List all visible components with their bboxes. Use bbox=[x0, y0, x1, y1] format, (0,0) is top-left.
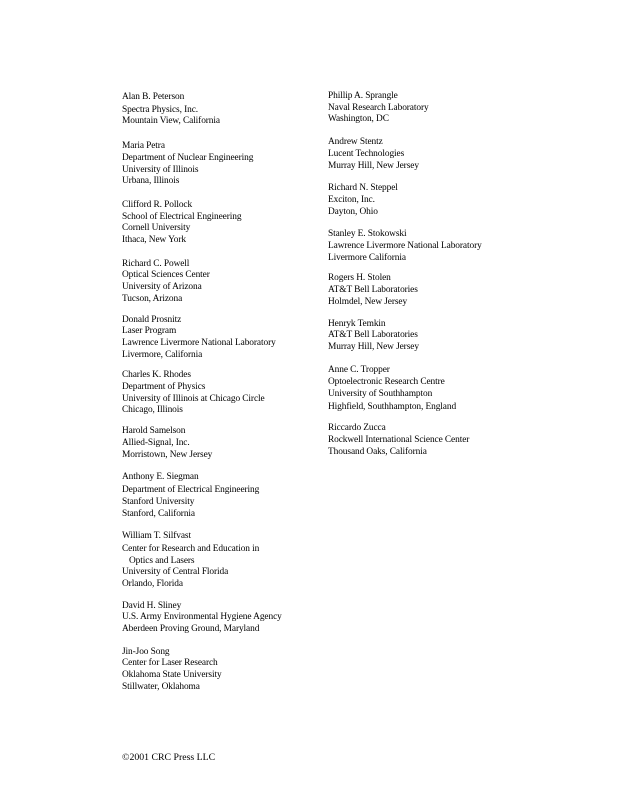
contributor-name: Andrew Stentz bbox=[328, 137, 383, 148]
contributor-entry bbox=[328, 365, 608, 414]
contributor-affiliation: Optical Sciences Center bbox=[122, 270, 210, 281]
contributor-name: Harold Samelson bbox=[122, 426, 186, 437]
contributor-affiliation: Optoelectronic Research Centre bbox=[328, 377, 445, 388]
contributor-affiliation: University of Illinois at Chicago Circle bbox=[122, 393, 265, 404]
contributor-affiliation: Lucent Technologies bbox=[328, 148, 405, 159]
right-contributor-column bbox=[328, 91, 608, 459]
contributor-location: Stanford, California bbox=[122, 509, 195, 520]
contributor-affiliation: Cornell University bbox=[122, 223, 191, 234]
contributor-location: Holmdel, New Jersey bbox=[328, 296, 408, 307]
contributor-location: Urbana, Illinois bbox=[122, 176, 180, 187]
contributor-entry bbox=[328, 319, 608, 354]
contributor-entry bbox=[328, 137, 608, 172]
contributor-affiliation: U.S. Army Environmental Hygiene Agency bbox=[122, 612, 282, 623]
contributor-entry bbox=[122, 92, 317, 128]
contributor-entry bbox=[122, 426, 317, 461]
contributor-affiliation: Optics and Lasers bbox=[129, 555, 195, 566]
contributor-name: Riccardo Zucca bbox=[328, 423, 386, 434]
contributor-entry bbox=[122, 370, 317, 417]
contributor-entry bbox=[122, 601, 317, 636]
contributor-location: Dayton, Ohio bbox=[328, 206, 378, 217]
contributor-affiliation: Spectra Physics, Inc. bbox=[122, 104, 199, 115]
contributor-entry bbox=[122, 141, 317, 188]
contributor-affiliation: University of Arizona bbox=[122, 282, 202, 293]
contributor-affiliation: Oklahoma State University bbox=[122, 670, 222, 681]
contributor-name: Richard C. Powell bbox=[122, 258, 190, 269]
contributor-affiliation: Lawrence Livermore National Laboratory bbox=[328, 241, 482, 252]
contributor-location: Livermore, California bbox=[122, 349, 203, 360]
contributor-location: Chicago, Illinois bbox=[122, 405, 183, 416]
contributor-name: Anne C. Tropper bbox=[328, 364, 390, 375]
contributor-entry bbox=[122, 259, 317, 306]
contributor-affiliation: University of Illinois bbox=[122, 164, 199, 175]
contributor-location: Morristown, New Jersey bbox=[122, 449, 213, 460]
contributor-name: Clifford R. Pollock bbox=[122, 199, 193, 210]
contributor-name: William T. Silfvast bbox=[122, 531, 191, 542]
contributor-location: Tucson, Arizona bbox=[122, 293, 183, 304]
contributor-name: Henryk Temkin bbox=[328, 318, 386, 329]
contributor-entry bbox=[122, 315, 317, 362]
contributor-affiliation: Center for Research and Education in bbox=[122, 543, 260, 554]
contributor-location: Livermore California bbox=[328, 252, 406, 263]
contributor-affiliation: Stanford University bbox=[122, 496, 195, 507]
contributor-affiliation: Department of Electrical Engineering bbox=[122, 484, 260, 495]
contributor-entry bbox=[328, 423, 608, 458]
contributor-affiliation: University of Southhampton bbox=[328, 389, 433, 400]
contributor-location: Mountain View, California bbox=[122, 116, 220, 127]
contributor-entry bbox=[122, 531, 317, 591]
contributor-name: Alan B. Peterson bbox=[122, 92, 185, 102]
contributor-location: Thousand Oaks, California bbox=[328, 446, 427, 457]
contributor-name: Stanley E. Stokowski bbox=[328, 229, 407, 240]
contributor-name: Donald Prosnitz bbox=[122, 314, 182, 325]
contributor-location: Washington, DC bbox=[328, 114, 389, 125]
contributor-entry bbox=[328, 91, 608, 126]
contributor-name: Charles K. Rhodes bbox=[122, 370, 191, 381]
contributor-location: Ithaca, New York bbox=[122, 235, 187, 246]
contributor-affiliation: Department of Physics bbox=[122, 382, 206, 393]
contributor-location: Aberdeen Proving Ground, Maryland bbox=[122, 624, 260, 635]
contributor-entry bbox=[328, 273, 608, 308]
contributor-name: David H. Sliney bbox=[122, 600, 182, 611]
contributor-location: Highfield, Southhampton, England bbox=[328, 401, 457, 412]
contributor-location: Murray Hill, New Jersey bbox=[328, 341, 419, 352]
contributor-affiliation: Naval Research Laboratory bbox=[328, 102, 429, 113]
contributor-name: Phillip A. Sprangle bbox=[328, 91, 398, 101]
contributor-name: Rogers H. Stolen bbox=[328, 273, 391, 284]
contributor-entry bbox=[328, 229, 608, 264]
contributor-location: Orlando, Florida bbox=[122, 578, 183, 589]
contributor-entry bbox=[122, 647, 317, 694]
contributor-location: Murray Hill, New Jersey bbox=[328, 160, 419, 171]
left-contributor-column bbox=[122, 92, 317, 694]
contributor-affiliation: Exciton, Inc. bbox=[328, 194, 375, 205]
contributor-entry bbox=[122, 472, 317, 521]
contributor-affiliation: Department of Nuclear Engineering bbox=[122, 152, 254, 163]
contributor-affiliation: Center for Laser Research bbox=[122, 658, 218, 669]
contributor-affiliation: AT&T Bell Laboratories bbox=[328, 330, 418, 341]
contributor-name: Jin-Joo Song bbox=[122, 646, 170, 657]
contributor-entry bbox=[122, 200, 317, 247]
contributor-affiliation: Lawrence Livermore National Laboratory bbox=[122, 337, 276, 348]
contributor-name: Maria Petra bbox=[122, 141, 165, 152]
contributor-name: Richard N. Steppel bbox=[328, 183, 398, 194]
contributor-location: Stillwater, Oklahoma bbox=[122, 681, 200, 692]
contributor-affiliation: University of Central Florida bbox=[122, 567, 229, 578]
contributor-affiliation: Rockwell International Science Center bbox=[328, 435, 470, 446]
contributor-affiliation: School of Electrical Engineering bbox=[122, 211, 242, 222]
copyright-footer: ©2001 CRC Press LLC bbox=[122, 752, 216, 763]
contributor-affiliation: Laser Program bbox=[122, 326, 177, 337]
contributor-entry bbox=[328, 183, 608, 218]
contributor-affiliation: Allied-Signal, Inc. bbox=[122, 437, 190, 448]
contributor-affiliation: AT&T Bell Laboratories bbox=[328, 285, 418, 296]
contributor-name: Anthony E. Siegman bbox=[122, 472, 199, 483]
